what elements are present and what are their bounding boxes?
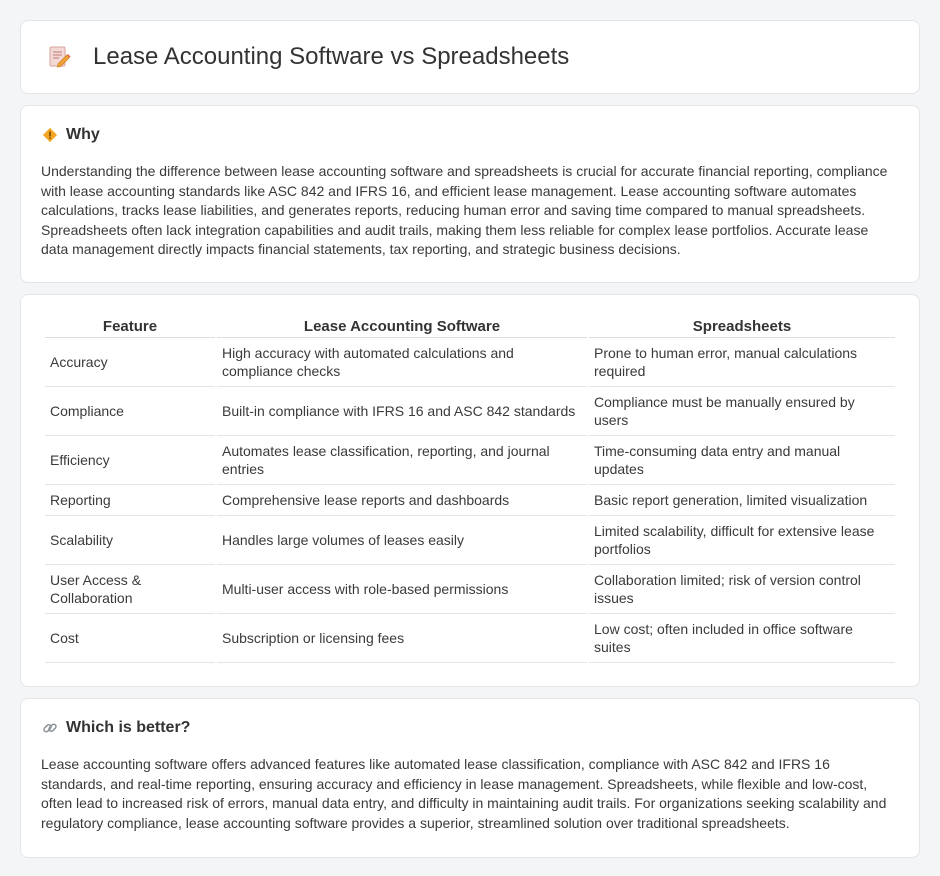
link-icon [41,719,59,737]
table-row [45,614,895,663]
why-card [20,105,920,283]
row-feature: Scalability [45,516,215,565]
diamond-sign-icon [41,126,59,144]
row-feature: Accuracy [45,338,215,387]
header-software: Lease Accounting Software [217,316,587,338]
row-software: Comprehensive lease reports and dashboards [217,485,587,516]
row-software: Multi-user access with role-based permissions [217,565,587,614]
row-feature: Cost [45,614,215,663]
why-heading-row [41,126,899,144]
better-card [20,698,920,858]
header-spreadsheets: Spreadsheets [589,316,895,338]
row-feature: Compliance [45,387,215,436]
better-text: Lease accounting software offers advanced features like automated lease classification, compliance with ASC 842 and IFRS 16 standards, and real-time reporting, ensuring accuracy and efficiency in lease management. Spreadsheets, while flexible and low-cost, often lead to increased risk of errors, manual data entry, and difficulty in maintaining audit trails. For organizations seeking scalability and regulatory compliance, lease accounting software provides a superior, streamlined solution over traditional spreadsheets. [41,756,887,831]
header-feature: Feature [45,316,215,338]
why-heading: Why [66,126,100,143]
row-software: Handles large volumes of leases easily [217,516,587,565]
table-row [45,485,895,516]
table-row [45,436,895,485]
row-spreadsheets: Low cost; often included in office software suites [589,614,895,663]
table-row [45,338,895,387]
table-row [45,387,895,436]
row-spreadsheets: Basic report generation, limited visualization [589,485,895,516]
row-software: High accuracy with automated calculations and compliance checks [217,338,587,387]
row-software: Built-in compliance with IFRS 16 and ASC 842 standards [217,387,587,436]
row-feature: Reporting [45,485,215,516]
better-heading-row [41,719,899,737]
table-header-row [45,316,895,338]
table-row [45,516,895,565]
row-spreadsheets: Prone to human error, manual calculations required [589,338,895,387]
row-spreadsheets: Compliance must be manually ensured by users [589,387,895,436]
table-row [45,565,895,614]
row-feature: Efficiency [45,436,215,485]
why-text: Understanding the difference between lease accounting software and spreadsheets is crucial for accurate financial reporting, compliance with lease accounting standards like ASC 842 and IFRS 16, and efficient lease management. Lease accounting software automates calculations, tracks lease liabilities, and generates reports, reducing human error and saving time compared to manual spreadsheets. Spreadsheets often lack integration capabilities and audit trails, making them less reliable for complex lease portfolios. Accurate lease data management directly impacts financial statements, tax reporting, and strategic business decisions. [41,163,888,258]
row-software: Subscription or licensing fees [217,614,587,663]
comparison-table [43,316,897,663]
row-software: Automates lease classification, reporting, and journal entries [217,436,587,485]
row-spreadsheets: Limited scalability, difficult for extensive lease portfolios [589,516,895,565]
row-spreadsheets: Time-consuming data entry and manual updates [589,436,895,485]
comparison-card [20,294,920,687]
document-pencil-icon [45,43,73,71]
row-feature: User Access & Collaboration [45,565,215,614]
page-title: Lease Accounting Software vs Spreadsheets [93,43,570,70]
row-spreadsheets: Collaboration limited; risk of version control issues [589,565,895,614]
title-card [20,20,920,94]
better-heading: Which is better? [66,719,191,736]
